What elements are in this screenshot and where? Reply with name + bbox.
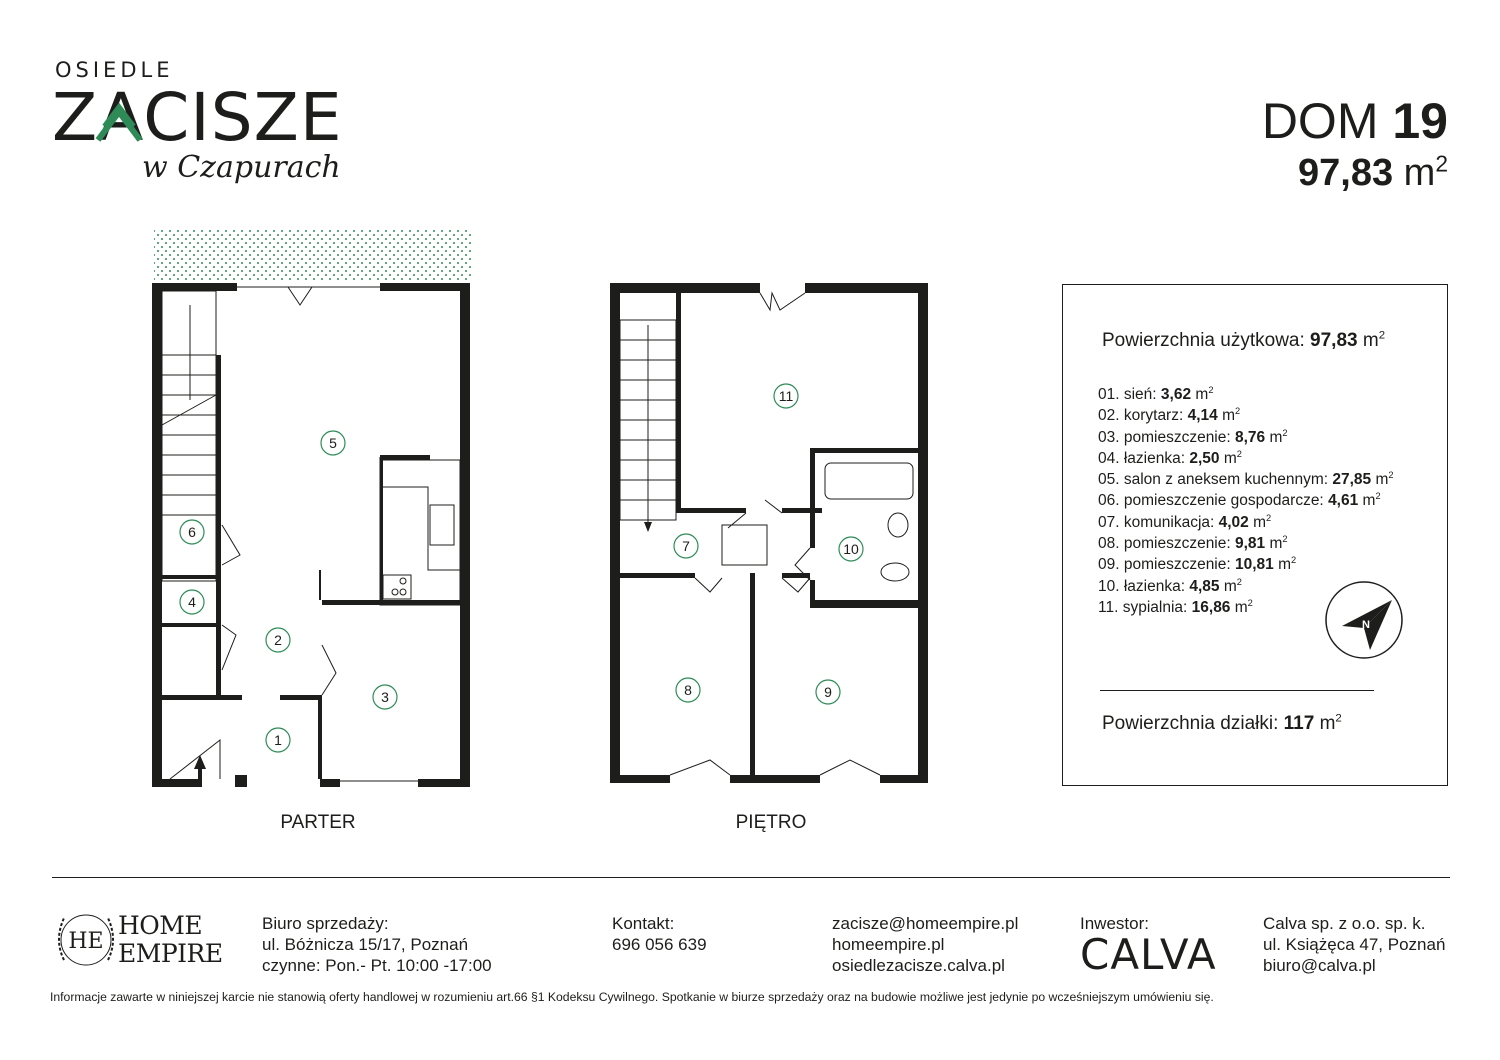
project-website-link[interactable]: osiedlezacisze.calva.pl [832,956,1005,975]
upper-floor-label: PIĘTRO [735,812,807,833]
total-area-exp: 2 [1378,329,1386,342]
room-number-5 [321,431,345,455]
room-list-item [1098,427,1394,448]
brand-subtitle: w Czapurach [142,150,341,185]
office-address: ul. Bóżnicza 15/17, Poznań [262,935,469,954]
room-area-exp: 2 [1266,512,1272,523]
room-number-1 [266,728,290,752]
house-title [1262,92,1448,150]
room-area-unit: m [1362,492,1376,510]
website-link[interactable]: homeempire.pl [832,935,945,954]
room-area-unit: m [1278,556,1292,574]
room-area-unit: m [1195,386,1209,403]
room-area-unit: m [1223,449,1237,467]
ground-floor-plan [140,225,480,795]
room-label: 03. pomieszczenie: [1098,428,1231,446]
room-list-item [1098,469,1394,490]
room-number-10 [839,537,863,561]
compass-letter: N [1362,619,1370,631]
svg-text:8: 8 [684,682,692,698]
room-area-unit: m [1234,598,1248,616]
room-number-11 [774,384,798,408]
svg-text:11: 11 [778,388,794,404]
investor-title: Inwestor: [1080,914,1149,933]
footer-divider [52,877,1450,878]
calva-logo: CALVA [1080,930,1217,979]
svg-text:9: 9 [824,684,832,700]
room-label: 07. komunikacja: [1098,513,1215,531]
room-list-item [1098,554,1394,575]
room-area-exp: 2 [1208,384,1214,395]
svg-text:1: 1 [274,732,282,748]
room-label: 04. łazienka: [1098,449,1186,467]
room-label: 11. sypialnia: [1098,598,1188,616]
room-number-4 [180,590,204,614]
disclaimer: Informacje zawarte w niniejszej karcie nie stanowią oferty handlowej w rozumieniu art.66 §1 Kodeksu Cywilnego. Spotkanie w biurze sprzedaży oraz na budowie możliwe jest jedynie po wcześniejszym umówieniu się. [50,990,1214,1004]
he-logo-line2: EMPIRE [118,939,223,968]
upper-floor-plan [600,270,940,790]
investor-details [1263,913,1445,976]
compass-icon [1322,578,1406,662]
room-list-item [1098,490,1394,511]
svg-text:3: 3 [381,689,389,705]
brand-roof-icon [92,92,146,148]
svg-text:2: 2 [274,632,282,648]
plot-area [1102,713,1342,735]
brand-top-text: OSIEDLE [55,58,174,82]
sales-office [262,913,492,976]
home-empire-logo [52,908,232,972]
house-number: 19 [1392,93,1448,149]
room-number-3 [373,685,397,709]
room-area-exp: 2 [1247,597,1253,608]
plot-area-value: 117 [1283,713,1315,734]
room-area-exp: 2 [1291,555,1297,566]
svg-text:10: 10 [843,541,859,557]
room-area-value: 9,81 [1235,535,1266,553]
room-area-exp: 2 [1236,576,1242,587]
total-area [1102,330,1385,352]
room-area-exp: 2 [1282,427,1288,438]
room-area-exp: 2 [1375,491,1381,502]
company-address: ul. Książęca 47, Poznań [1263,935,1446,954]
room-area-unit: m [1223,577,1237,595]
total-area-label: Powierzchnia użytkowa: [1102,330,1305,351]
room-label: 05. salon z aneksem kuchennym: [1098,471,1329,489]
room-area-value: 4,14 [1187,407,1218,425]
house-area-exp: 2 [1435,150,1448,177]
divider [1100,690,1374,691]
svg-text:5: 5 [329,435,337,451]
room-label: 09. pomieszczenie: [1098,556,1231,574]
room-list-item [1098,384,1394,405]
room-area-value: 8,76 [1235,428,1266,446]
svg-text:4: 4 [188,594,196,610]
room-area-unit: m [1253,513,1267,531]
room-label: 02. korytarz: [1098,407,1184,425]
room-area-exp: 2 [1282,533,1288,544]
garden-area [154,230,472,282]
room-list-item [1098,512,1394,533]
room-area-value: 27,85 [1332,471,1372,489]
room-area-value: 4,02 [1218,513,1249,531]
svg-text:6: 6 [188,524,196,540]
house-area-value: 97,83 [1298,152,1394,194]
room-number-6 [180,520,204,544]
room-number-8 [676,678,700,702]
room-label: 10. łazienka: [1098,577,1186,595]
plot-area-label: Powierzchnia działki: [1102,713,1279,734]
room-list-item [1098,405,1394,426]
room-area-value: 2,50 [1189,449,1220,467]
office-title: Biuro sprzedaży: [262,914,389,933]
house-area-unit: m [1403,152,1436,194]
room-area-unit: m [1269,535,1283,553]
brand-logo: ZACISZE [52,79,343,156]
house-title-prefix: DOM [1261,93,1379,149]
he-logo-line1: HOME [118,911,203,940]
office-hours: czynne: Pon.- Pt. 10:00 -17:00 [262,956,492,975]
contact-phone[interactable]: 696 056 639 [612,935,707,954]
room-area-value: 4,85 [1189,577,1220,595]
laurel-icon [52,908,120,972]
room-area-exp: 2 [1236,448,1242,459]
svg-text:7: 7 [682,538,690,554]
room-label: 08. pomieszczenie: [1098,535,1231,553]
room-area-value: 16,86 [1191,598,1231,616]
house-area [1298,152,1448,195]
room-label: 01. sień: [1098,386,1157,403]
plot-area-exp: 2 [1335,712,1342,725]
room-area-exp: 2 [1388,470,1394,481]
contact [612,913,707,955]
plot-area-unit: m [1319,713,1336,734]
room-area-unit: m [1375,471,1389,489]
total-area-value: 97,83 [1310,330,1358,351]
svg-text:HE: HE [68,929,104,954]
contact-title: Kontakt: [612,914,675,933]
room-area-value: 3,62 [1160,386,1192,403]
room-list-item [1098,448,1394,469]
room-number-9 [816,680,840,704]
links [832,913,1018,976]
room-area-unit: m [1269,428,1283,446]
room-number-7 [674,534,698,558]
room-label: 06. pomieszczenie gospodarcze: [1098,492,1324,510]
total-area-unit: m [1362,330,1379,351]
room-area-unit: m [1222,407,1235,425]
room-number-2 [266,628,290,652]
email-link[interactable]: zacisze@homeempire.pl [832,914,1019,933]
room-list-item [1098,533,1394,554]
room-area-value: 4,61 [1328,492,1359,510]
room-area-exp: 2 [1235,406,1241,417]
company-email[interactable]: biuro@calva.pl [1263,956,1376,975]
ground-floor-label: PARTER [280,812,356,833]
room-area-value: 10,81 [1235,556,1274,574]
company-name: Calva sp. z o.o. sp. k. [1263,914,1426,933]
